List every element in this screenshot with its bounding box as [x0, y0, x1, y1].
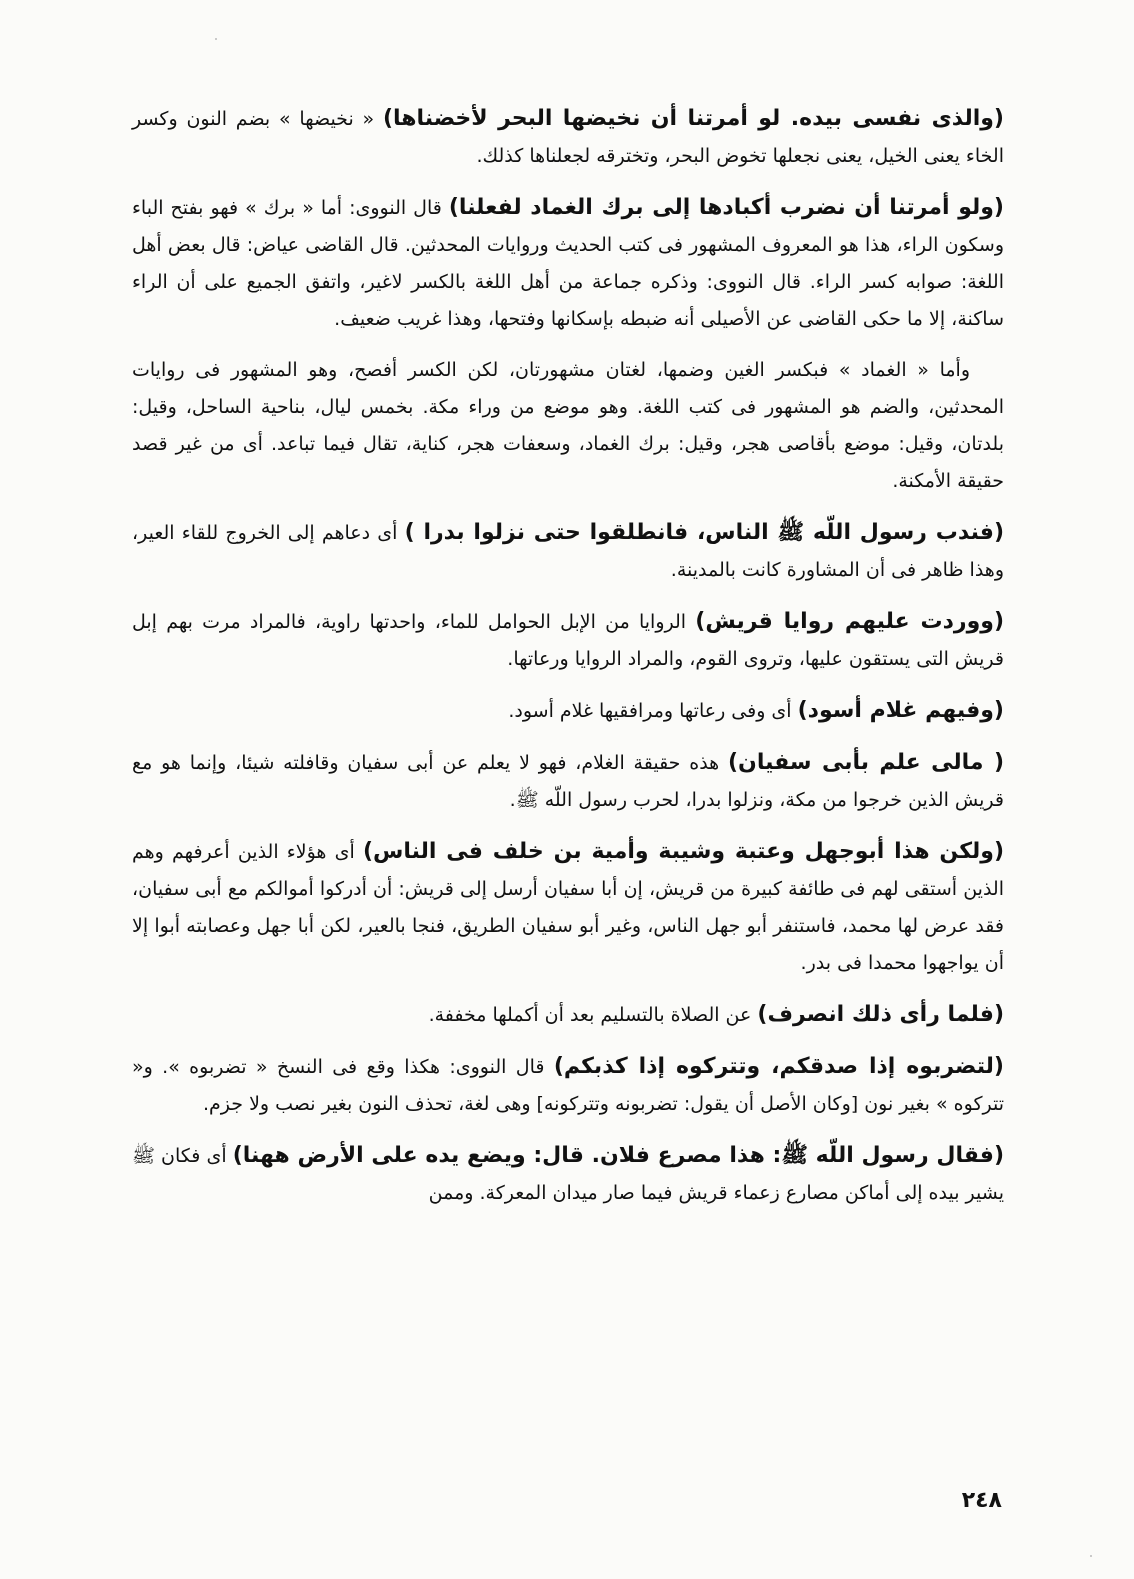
scan-speck — [215, 38, 217, 40]
hadith-quote: (فقال رسول اللّه ﷺ: هذا مصرع فلان. قال: ويضع يده على الأرض ههنا) — [232, 1143, 1004, 1168]
commentary-text: أى وفى رعاتها ومرافقيها غلام أسود. — [508, 700, 798, 722]
hadith-quote: (والذى نفسى بيده. لو أمرتنا أن نخيضها البحر لأخضناها) — [382, 106, 1004, 131]
paragraph-3 — [132, 352, 1004, 500]
page-number: ٢٤٨ — [961, 1488, 1002, 1513]
commentary-text: عن الصلاة بالتسليم بعد أن أكملها مخففة. — [428, 1004, 758, 1026]
commentary-text: قال النووى: أما « برك » فهو بفتح الباء وسكون الراء، هذا هو المعروف المشهور فى كتب الحديث وروايات المحدثين. قال القاضى عياض: قال بعض أهل اللغة: صوابه كسر الراء. قال النووى: وذكره جماعة من أهل اللغة بالكسر لاغير، واتفق الجميع على أن الراء ساكنة، إلا ما حكى القاضى عن الأصيلى أنه ضبطه بإسكانها وفتحها، وهذا غريب ضعيف. — [132, 197, 1004, 330]
paragraph-9 — [132, 996, 1004, 1034]
paragraph-6 — [132, 692, 1004, 730]
paragraph-8 — [132, 833, 1004, 982]
commentary-text: أى هؤلاء الذين أعرفهم وهم الذين أستقى لهم فى طائفة كبيرة من قريش، إن أبا سفيان أرسل إلى قريش: أن أدركوا أموالكم مع أبى سفيان، فقد عرض لها محمد، فاستنفر أبو جهل الناس، وغير أبو سفيان الطريق، فنجا بالعير، لكن أبا جهل وعصابته أبوا إلا أن يواجهوا محمدا فى بدر. — [132, 841, 1004, 974]
commentary-text: الروايا من الإبل الحوامل للماء، واحدتها راوية، فالمراد مرت بهم إبل قريش التى يستقون عليها، وتروى القوم، والمراد الروايا ورعاتها. — [132, 611, 1004, 670]
hadith-quote: (ولو أمرتنا أن نضرب أكبادها إلى برك الغماد لفعلنا) — [448, 195, 1004, 220]
paragraph-2 — [132, 189, 1004, 338]
paragraph-4 — [132, 514, 1004, 589]
paragraph-5 — [132, 603, 1004, 678]
paragraph-11 — [132, 1137, 1004, 1212]
hadith-quote: (ووردت عليهم روايا قريش) — [695, 609, 1004, 634]
commentary-text: وأما « الغماد » فبكسر الغين وضمها، لغتان مشهورتان، لكن الكسر أفصح، وهو المشهور فى روايات المحدثين، والضم هو المشهور فى كتب اللغة. وهو موضع من وراء مكة. بخمس ليال، بناحية الساحل، وقيل: بلدتان، وقيل: موضع بأقاصى هجر، وقيل: برك الغماد، وسعفات هجر، كناية، تقال فيما تباعد. أى من غير قصد حقيقة الأمكنة. — [132, 359, 1004, 492]
commentary-text: « نخيضها » بضم النون وكسر الخاء يعنى الخيل، يعنى نجعلها تخوض البحر، وتخترقه لجعلناها كذلك. — [132, 108, 1004, 167]
scan-speck — [1090, 1555, 1092, 1557]
hadith-quote: (وفيهم غلام أسود) — [797, 698, 1004, 723]
hadith-quote: (ولكن هذا أبوجهل وعتبة وشيبة وأمية بن خلف فى الناس) — [362, 839, 1005, 864]
hadith-quote: (فلما رأى ذلك انصرف) — [757, 1002, 1004, 1027]
hadith-quote: ( مالى علم بأبى سفيان) — [728, 750, 1005, 775]
hadith-quote: (لتضربوه إذا صدقكم، وتتركوه إذا كذبكم) — [553, 1054, 1004, 1079]
commentary-text: أى دعاهم إلى الخروج للقاء العير، وهذا ظاهر فى أن المشاورة كانت بالمدينة. — [132, 522, 1004, 581]
paragraph-1 — [132, 100, 1004, 175]
commentary-text: قال النووى: هكذا وقع فى النسخ « تضربوه ». و« تتركوه » بغير نون [وكان الأصل أن يقول: تضربونه وتتركونه] وهى لغة، تحذف النون بغير نصب ولا جزم. — [132, 1056, 1004, 1115]
commentary-text: هذه حقيقة الغلام، فهو لا يعلم عن أبى سفيان وقافلته شيئا، وإنما هو مع قريش الذين خرجوا من مكة، ونزلوا بدرا، لحرب رسول اللّه ﷺ. — [132, 752, 1004, 811]
paragraph-7 — [132, 744, 1004, 819]
commentary-text: أى فكان ﷺ يشير بيده إلى أماكن مصارع زعماء قريش فيما صار ميدان المعركة. وممن — [132, 1145, 1004, 1204]
paragraph-10 — [132, 1048, 1004, 1123]
hadith-quote: (فندب رسول اللّه ﷺ الناس، فانطلقوا حتى نزلوا بدرا ) — [404, 520, 1005, 545]
